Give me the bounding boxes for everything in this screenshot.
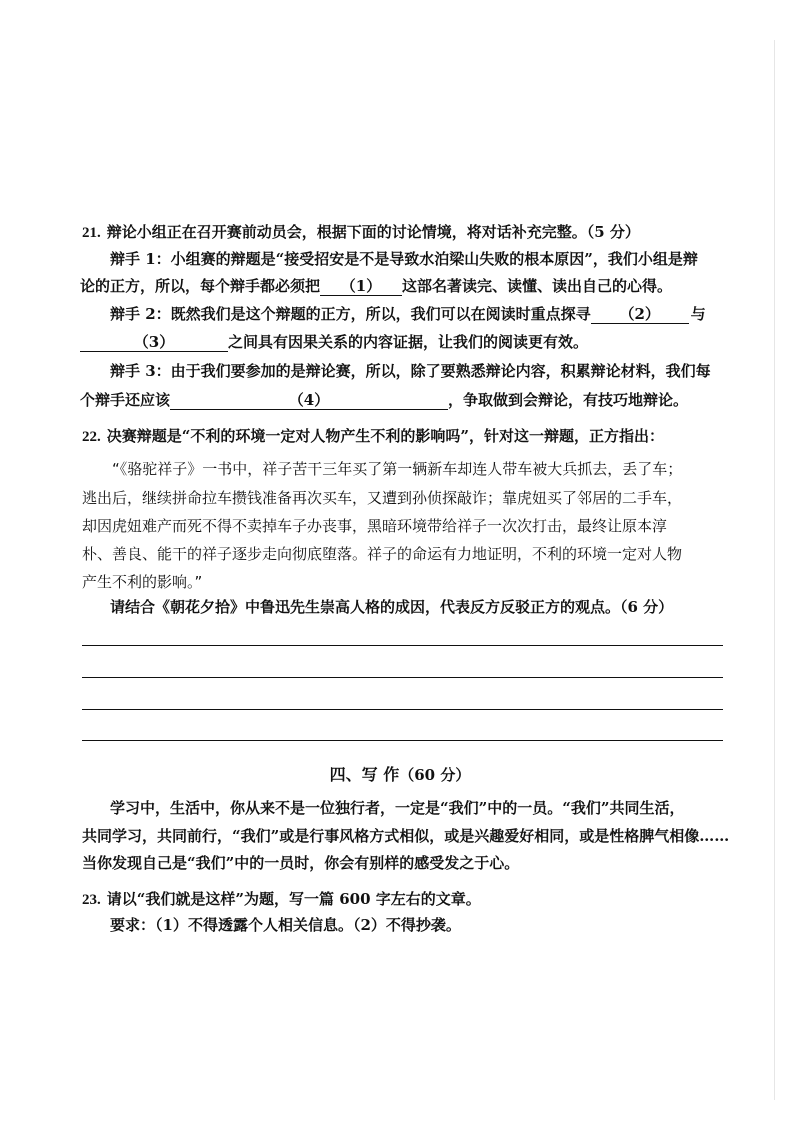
answer-line-3[interactable]	[82, 709, 723, 710]
writing-intro-line-2: 共同学习，共同前行，“我们”或是行事风格方式相似，或是兴趣爱好相同，或是性格脾气相像……	[82, 827, 730, 845]
q23-prompt-line	[82, 889, 481, 910]
blank-4[interactable]: （4）	[170, 391, 448, 410]
section-score: （60 分）	[399, 766, 471, 784]
debater1-line-a: 辩手 1：小组赛的辩题是“接受招安是不是导致水泊梁山失败的根本原因”，我们小组是辩	[110, 250, 698, 268]
debater3-line-b	[80, 390, 688, 410]
q22-quote-line-4: 朴、善良、能干的祥子逐步走向彻底堕落。祥子的命运有力地证明，不利的环境一定对人物	[82, 545, 683, 563]
debater2-line-b	[80, 332, 588, 352]
q22-quote-line-3: 却因虎妞难产而死不得不卖掉车子办丧事，黑暗环境带给祥子一次次打击，最终让原本淳	[82, 517, 668, 535]
q21-prompt-line	[82, 222, 640, 243]
q22-task: 请结合《朝花夕拾》中鲁迅先生崇高人格的成因，代表反方反驳正方的观点。（6 分）	[110, 598, 674, 616]
q23-requirements: 要求：（1）不得透露个人相关信息。（2）不得抄袭。	[110, 916, 461, 934]
q22-prompt: 决赛辩题是“不利的环境一定对人物产生不利的影响吗”，针对这一辩题，正方指出：	[106, 427, 665, 445]
writing-intro-line-1: 学习中，生活中，你从来不是一位独行者，一定是“我们”中的一员。“我们”共同生活，	[110, 799, 685, 817]
q22-quote-line-1: “《骆驼祥子》一书中，祥子苦干三年买了第一辆新车却连人带车被大兵抓去，丢了车；	[112, 460, 683, 478]
q21-prompt: 辩论小组正在召开赛前动员会，根据下面的讨论情境，将对话补充完整。（5 分）	[106, 223, 640, 241]
q22-quote-line-5: 产生不利的影响。”	[82, 573, 203, 591]
section-writing-title	[0, 764, 800, 786]
answer-line-2[interactable]	[82, 677, 723, 678]
q21-number: 21.	[82, 225, 101, 241]
q22-number: 22.	[82, 429, 101, 445]
page-edge-divider	[774, 40, 775, 1100]
q23-prompt: 请以“我们就是这样”为题，写一篇 600 字左右的文章。	[106, 890, 481, 908]
debater2-line-a	[110, 304, 706, 324]
section-title-text: 四、写 作	[329, 765, 400, 784]
blank-1[interactable]: （1）	[320, 277, 402, 296]
debater3-text-c: ，争取做到会辩论，有技巧地辩论。	[448, 391, 689, 409]
blank-3[interactable]: （3）	[80, 333, 228, 352]
debater3-line-a: 辩手 3：由于我们要参加的是辩论赛，所以，除了要熟悉辩论内容，积累辩论材料，我们每	[110, 362, 711, 380]
debater2-text-c: 之间具有因果关系的内容证据，让我们的阅读更有效。	[228, 333, 589, 351]
debater3-text-b: 个辩手还应该	[80, 391, 171, 409]
debater2-text-a: 辩手 2：既然我们是这个辩题的正方，所以，我们可以在阅读时重点探寻	[110, 305, 591, 323]
debater1-line-b	[80, 276, 672, 296]
debater2-text-b: 与	[690, 305, 706, 323]
debater1-text-b: 论的正方，所以，每个辩手都必须把	[80, 277, 321, 295]
q23-number: 23.	[82, 892, 101, 908]
q22-prompt-line	[82, 426, 664, 447]
answer-line-4[interactable]	[82, 740, 723, 741]
blank-2[interactable]: （2）	[591, 305, 689, 324]
answer-line-1[interactable]	[82, 645, 723, 646]
debater1-text-c: 这部名著读完、读懂、读出自己的心得。	[402, 277, 673, 295]
q22-quote-line-2: 逃出后，继续拼命拉车攒钱准备再次买车，又遭到孙侦探敲诈；靠虎妞买了邻居的二手车，	[82, 489, 683, 507]
writing-intro-line-3: 当你发现自己是“我们”中的一员时，你会有别样的感受发之于心。	[82, 854, 520, 872]
